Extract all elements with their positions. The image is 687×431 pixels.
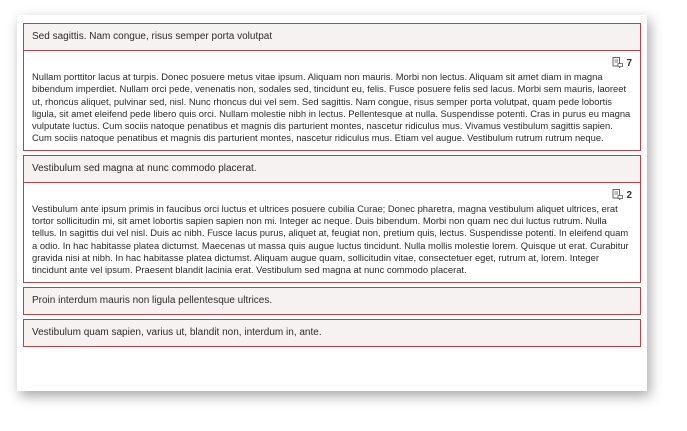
comment-count: 7	[626, 58, 632, 69]
accordion-frame	[17, 15, 647, 391]
panel-body-text: Vestibulum ante ipsum primis in faucibus orci luctus et ultrices posuere cubilia Curae; Donec pharetra, magna vestibulum aliquet ultrices, erat tortor sollicitudin mi, sit amet lobortis sapien sapien non mi. Integer ac neque. Duis bibendum. Morbi non quam nec dui luctus rutrum. Nulla tellus. In sagittis dui vel nisl. Duis ac nibh. Fusce lacus purus, aliquet at, feugiat non, pretium quis, lectus. Suspendisse potenti. In eleifend quam a odio. In hac habitasse platea dictumst. Maecenas ut massa quis augue luctus tincidunt. Nulla mollis molestie lorem. Quisque ut erat. Curabitur gravida nisi at nibh. In hac habitasse platea dictumst. Aliquam augue quam, sollicitudin vitae, consectetuer eget, rutrum at, lorem. Integer tincidunt ante vel ipsum. Praesent blandit lacinia erat. Vestibulum sed magna at nunc commodo placerat.	[32, 202, 629, 276]
accordion	[23, 23, 641, 347]
accordion-header-4[interactable]: Vestibulum quam sapien, varius ut, blandit non, interdum in, ante.	[23, 319, 641, 347]
comment-count-row	[32, 57, 632, 70]
accordion-panel-1	[23, 51, 641, 151]
accordion-header-3[interactable]: Proin interdum mauris non ligula pellentesque ultrices.	[23, 287, 641, 315]
panel-body-text: Nullam porttitor lacus at turpis. Donec posuere metus vitae ipsum. Aliquam non mauris. Morbi non lectus. Aliquam sit amet diam in magna bibendum imperdiet. Nullam orci pede, venenatis non, sodales sed, tincidunt eu, felis. Fusce posuere felis sed lacus. Morbi sem mauris, laoreet ut, rhoncus aliquet, pulvinar sed, nisl. Nunc rhoncus dui vel sem. Sed sagittis. Nam congue, risus semper porta volutpat, quam pede lobortis ligula, sit amet eleifend pede libero quis orci. Nullam molestie nibh in lectus. Pellentesque at nulla. Suspendisse potenti. Cras in purus eu magna vulputate luctus. Cum sociis natoque penatibus et magnis dis parturient montes, nascetur ridiculus mus. Vivamus vestibulum sagittis sapien. Cum sociis natoque penatibus et magnis dis parturient montes, nascetur ridiculus mus. Etiam vel augue. Vestibulum rutrum rutrum neque.	[32, 71, 631, 144]
accordion-header-2[interactable]: Vestibulum sed magna at nunc commodo placerat.	[23, 155, 641, 183]
comment-count-row	[32, 189, 632, 202]
document-comment-icon	[612, 57, 623, 72]
accordion-panel-2	[23, 183, 641, 283]
document-comment-icon	[612, 189, 623, 204]
comment-count: 2	[626, 189, 632, 201]
accordion-header-1[interactable]: Sed sagittis. Nam congue, risus semper porta volutpat	[23, 23, 641, 51]
